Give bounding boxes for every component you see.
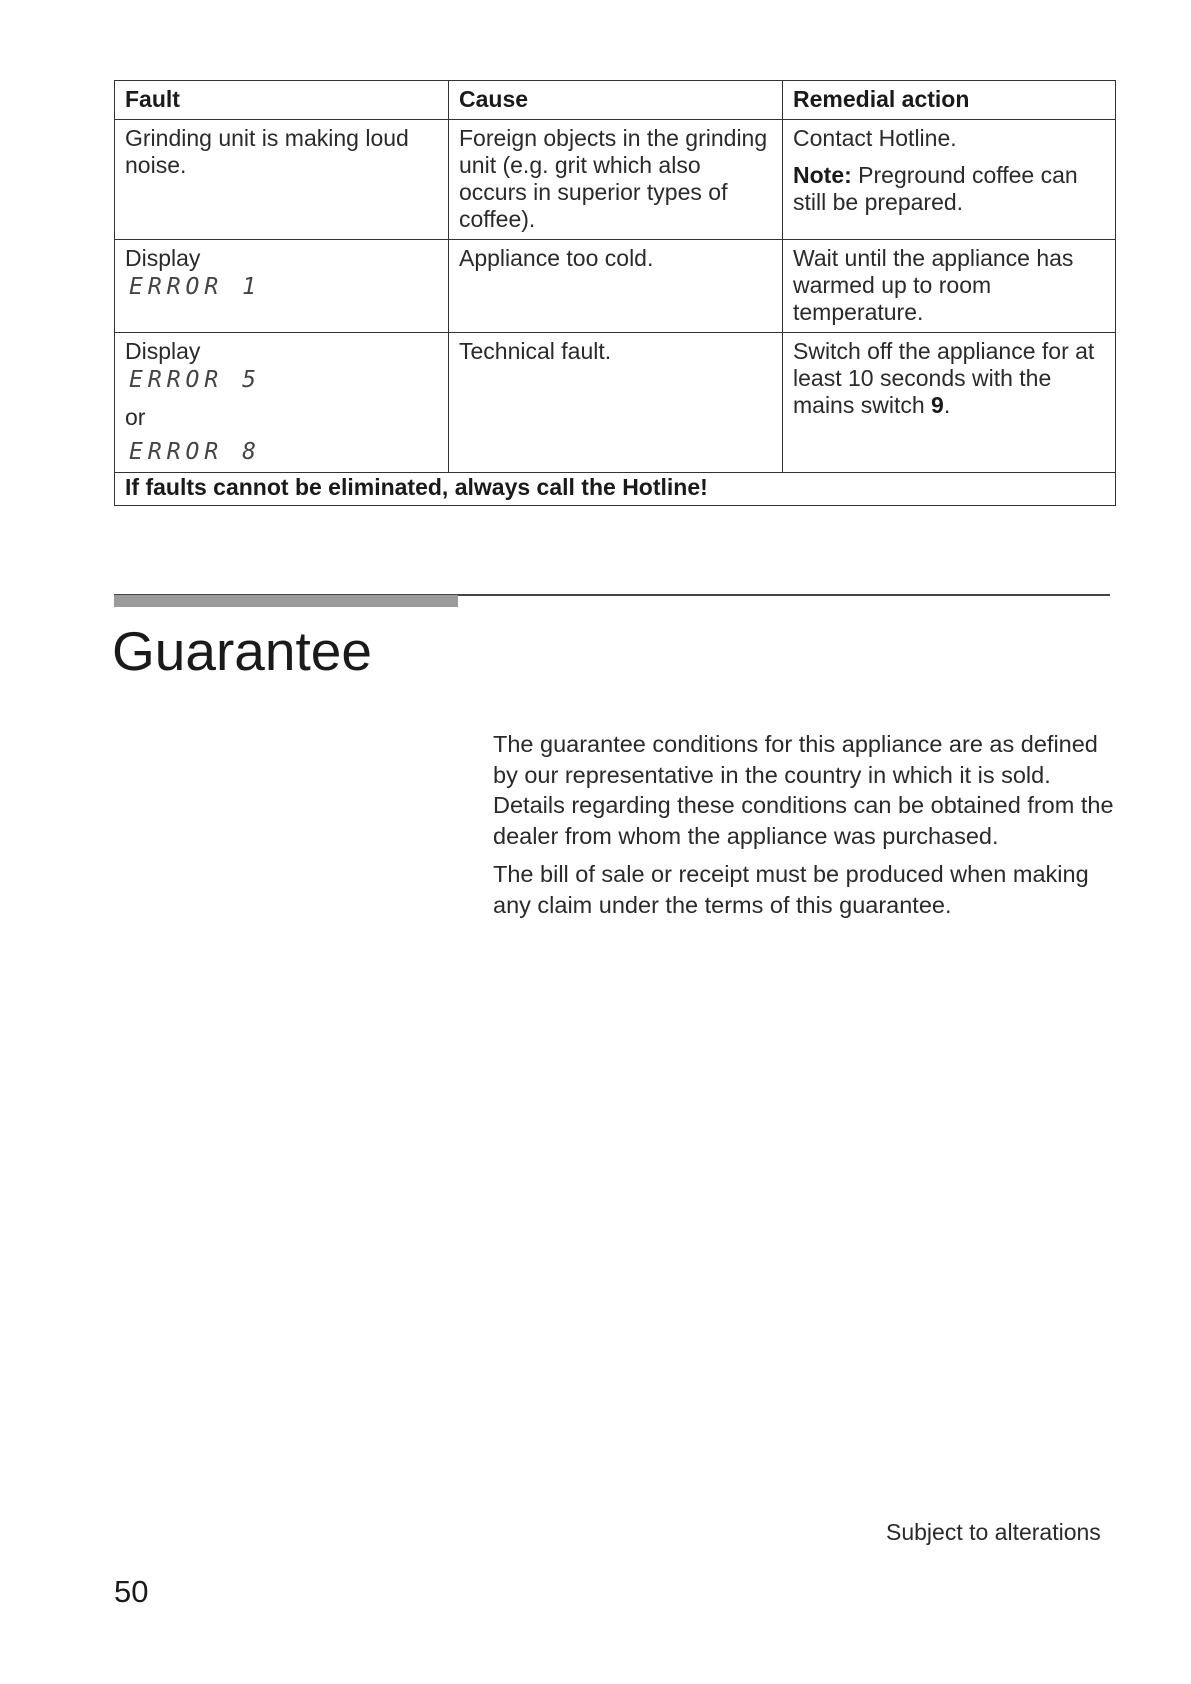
guarantee-body [493, 729, 1118, 928]
fault-cell [115, 240, 449, 333]
error-code-display: ERROR 5 [129, 367, 261, 393]
table-row [115, 240, 1116, 333]
note-label: Note: [793, 162, 852, 188]
table-row [115, 333, 1116, 473]
fault-cell [115, 333, 449, 473]
fault-cell [115, 120, 449, 240]
section-title: Guarantee [112, 620, 372, 682]
cause-text: Foreign objects in the grinding unit (e.g. grit which also occurs in superior types of coffee). [459, 125, 768, 232]
cause-text: Technical fault. [459, 338, 612, 364]
header-fault: Fault [115, 81, 449, 120]
fault-label: Display [125, 338, 201, 364]
table-footer-row [115, 473, 1116, 506]
remedy-cell [783, 240, 1116, 333]
cause-text: Appliance too cold. [459, 245, 654, 271]
header-remedial-action: Remedial action [783, 81, 1116, 120]
table-footer: If faults cannot be eliminated, always call the Hotline! [115, 473, 1116, 506]
error-code-display-alt: ERROR 8 [129, 439, 261, 465]
note [793, 162, 1105, 216]
cause-cell [449, 333, 783, 473]
mains-switch-ref: 9 [931, 392, 944, 418]
table-header-row [115, 81, 1116, 120]
fault-text: Grinding unit is making loud noise. [125, 125, 409, 178]
header-cause: Cause [449, 81, 783, 120]
footer-note: Subject to alterations [886, 1519, 1101, 1545]
remedy-prefix: Switch off the appliance for at least 10 seconds with the mains switch [793, 338, 1095, 418]
remedy-text: Wait until the appliance has warmed up to room temperature. [793, 245, 1074, 325]
remedy-suffix: . [943, 392, 951, 418]
note-text: Preground coffee can still be prepared. [793, 162, 1078, 215]
remedy-cell [783, 333, 1116, 473]
guarantee-paragraph: The bill of sale or receipt must be produced when making any claim under the terms of this guarantee. [493, 861, 1089, 918]
page-number: 50 [114, 1574, 149, 1609]
cause-cell [449, 120, 783, 240]
section-divider-bar [114, 595, 458, 607]
remedy-text: Contact Hotline. [793, 125, 957, 151]
cause-cell [449, 240, 783, 333]
remedy-cell [783, 120, 1116, 240]
error-code-display: ERROR 1 [129, 274, 261, 300]
fault-or: or [125, 404, 146, 430]
table-row [115, 120, 1116, 240]
fault-label: Display [125, 245, 201, 271]
guarantee-paragraph: The guarantee conditions for this appliance are as defined by our representative in the country in which it is sold. Details regarding these conditions can be obtained from the dealer from whom the appliance was purchased. [493, 731, 1114, 849]
fault-table [114, 80, 1116, 506]
